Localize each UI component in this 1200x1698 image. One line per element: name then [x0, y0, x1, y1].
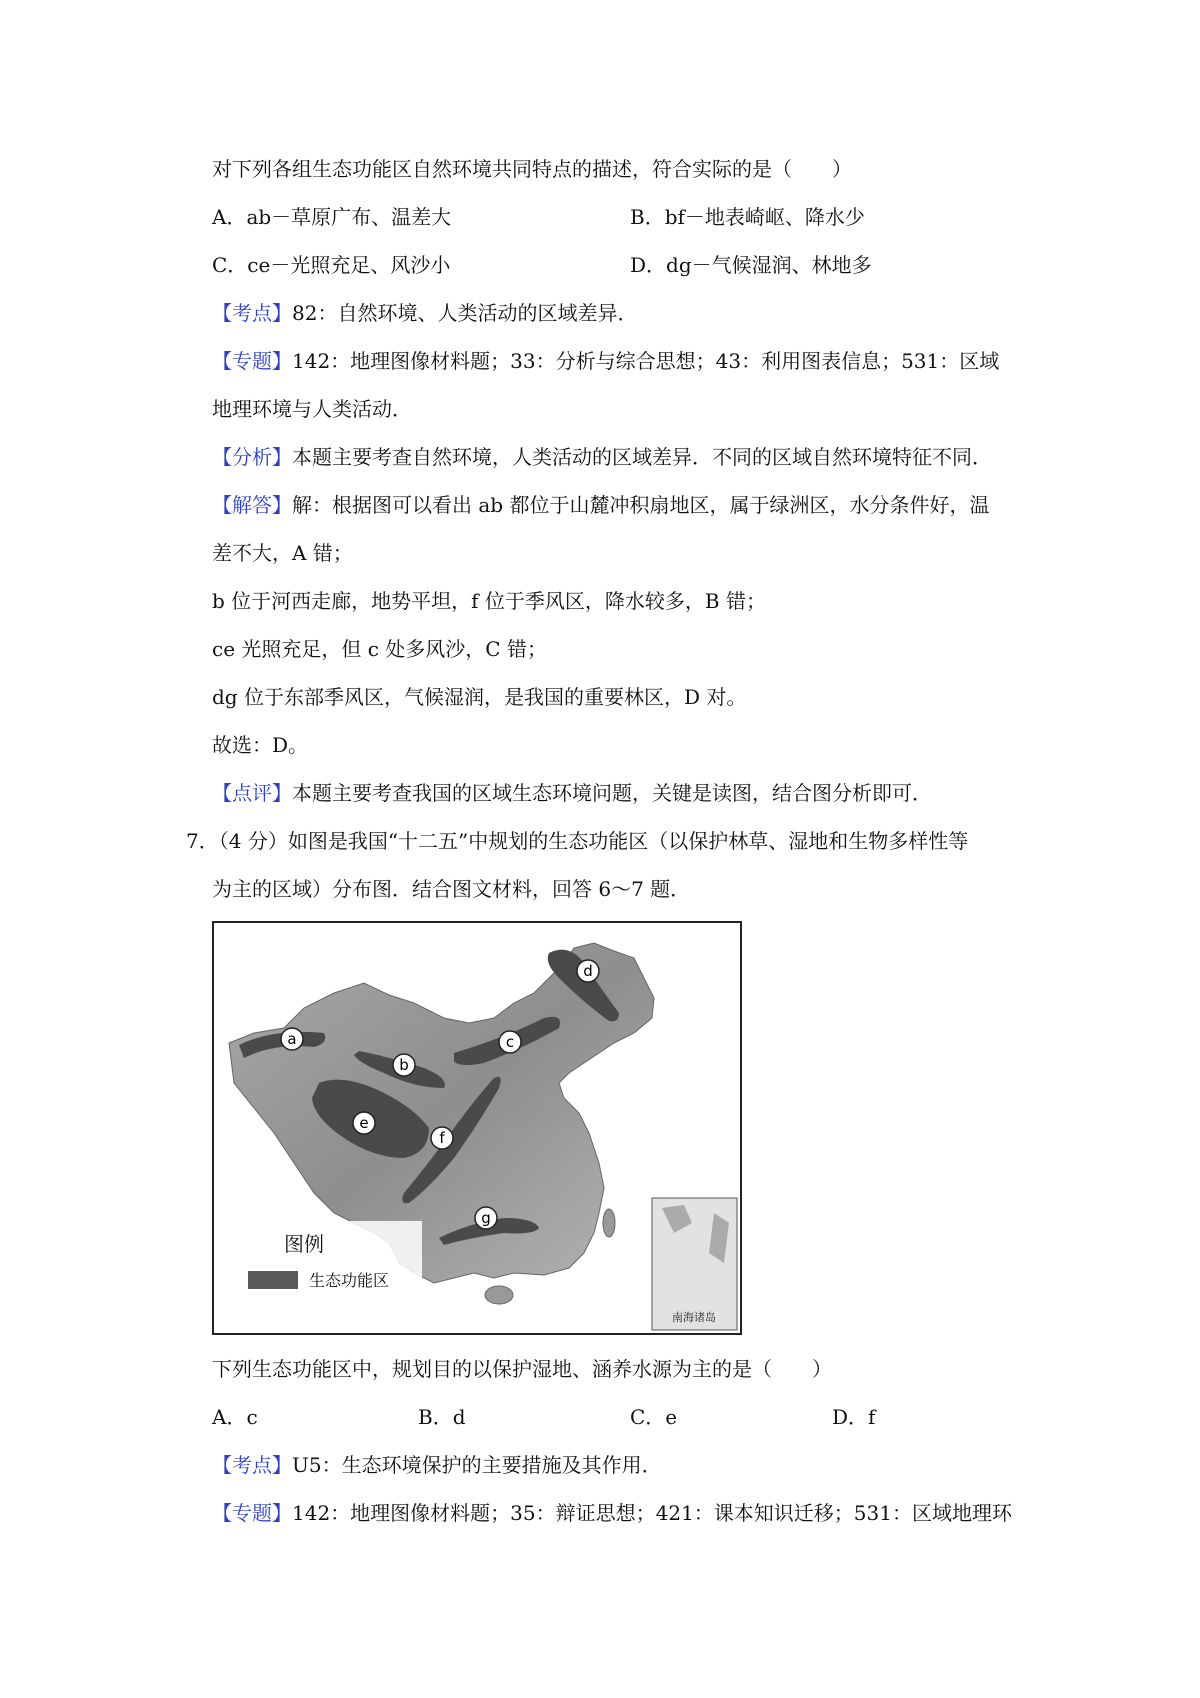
- q7-question: 下列生态功能区中，规划目的以保护湿地、涵养水源为主的是（ ）: [212, 1357, 832, 1381]
- zone-label-e: [353, 1112, 375, 1134]
- china-ecological-zone-map: [212, 921, 742, 1335]
- q7-zhuanti: [212, 1501, 1012, 1525]
- svg-text:d: d: [583, 962, 593, 980]
- svg-text:c: c: [505, 1033, 515, 1051]
- q7-option-d: D．f: [832, 1405, 876, 1429]
- zone-label-c: [499, 1031, 521, 1053]
- q7-stem-line1: [186, 829, 968, 853]
- dianping-text: 本题主要考查我国的区域生态环境问题，关键是读图，结合图分析即可．: [292, 781, 932, 805]
- kaodian-text: U5：生态环境保护的主要措施及其作用．: [292, 1453, 662, 1477]
- jieda-tag: 【解答】: [212, 493, 292, 517]
- q7-kaodian: [212, 1453, 662, 1477]
- map-legend: [242, 1221, 422, 1305]
- zhuanti-text: 142：地理图像材料题；33：分析与综合思想；43：利用图表信息；531：区域: [292, 349, 1000, 373]
- svg-text:b: b: [399, 1056, 409, 1074]
- legend-title: 图例: [284, 1232, 324, 1256]
- legend-swatch: [248, 1271, 298, 1289]
- q6-option-b: B．bf－地表崎岖、降水少: [630, 205, 865, 229]
- zone-label-f: [431, 1127, 453, 1149]
- q6-fenxi: [212, 445, 992, 469]
- kaodian-tag: 【考点】: [212, 1453, 292, 1477]
- q6-zhuanti-line1: [212, 349, 999, 373]
- q6-jieda-line4: ce 光照充足，但 c 处多风沙，C 错；: [212, 637, 547, 661]
- q7-option-c: C．e: [630, 1405, 678, 1429]
- q6-jieda-line2: 差不大，A 错；: [212, 541, 353, 565]
- south-china-sea-inset: [652, 1198, 737, 1330]
- q6-jieda-line6: 故选：D。: [212, 733, 309, 757]
- q7-option-a: A．c: [212, 1405, 258, 1429]
- q7-number: 7．: [186, 829, 219, 853]
- q7-option-b: B．d: [418, 1405, 466, 1429]
- q6-option-d: D．dg－气候湿润、林地多: [630, 253, 872, 277]
- q6-kaodian: [212, 301, 637, 325]
- q7-stem-text: （4 分）如图是我国“十二五”中规划的生态功能区（以保护林草、湿地和生物多样性等: [218, 829, 969, 853]
- q6-stem: 对下列各组生态功能区自然环境共同特点的描述，符合实际的是（ ）: [212, 157, 852, 181]
- jieda-text: 解：根据图可以看出 ab 都位于山麓冲积扇地区，属于绿洲区，水分条件好，温: [292, 493, 990, 517]
- q6-jieda-line3: b 位于河西走廊，地势平坦，f 位于季风区，降水较多，B 错；: [212, 589, 766, 613]
- zone-label-a: [281, 1028, 303, 1050]
- svg-text:e: e: [359, 1114, 369, 1132]
- zhuanti-text: 142：地理图像材料题；35：辩证思想；421：课本知识迁移；531：区域地理环: [292, 1501, 1012, 1525]
- svg-text:f: f: [439, 1129, 445, 1147]
- q6-jieda-line1: [212, 493, 989, 517]
- q6-dianping: [212, 781, 932, 805]
- inset-label: 南海诸岛: [672, 1311, 716, 1324]
- fenxi-tag: 【分析】: [212, 445, 292, 469]
- q7-stem-line2: 为主的区域）分布图．结合图文材料，回答 6～7 题．: [212, 877, 691, 901]
- zone-label-d: [577, 960, 599, 982]
- kaodian-text: 82：自然环境、人类活动的区域差异．: [292, 301, 638, 325]
- svg-text:g: g: [481, 1209, 491, 1227]
- q6-option-c: C．ce－光照充足、风沙小: [212, 253, 451, 277]
- zone-label-g: [475, 1207, 497, 1229]
- zone-label-b: [393, 1054, 415, 1076]
- zhuanti-tag: 【专题】: [212, 349, 292, 373]
- zhuanti-tag: 【专题】: [212, 1501, 292, 1525]
- kaodian-tag: 【考点】: [212, 301, 292, 325]
- svg-text:a: a: [287, 1030, 297, 1048]
- dianping-tag: 【点评】: [212, 781, 292, 805]
- legend-item: 生态功能区: [309, 1271, 390, 1290]
- q6-jieda-line5: dg 位于东部季风区，气候湿润，是我国的重要林区，D 对。: [212, 685, 747, 709]
- q6-option-a: A．ab－草原广布、温差大: [212, 205, 452, 229]
- fenxi-text: 本题主要考查自然环境，人类活动的区域差异．不同的区域自然环境特征不同．: [292, 445, 992, 469]
- q6-zhuanti-line2: 地理环境与人类活动．: [212, 397, 412, 421]
